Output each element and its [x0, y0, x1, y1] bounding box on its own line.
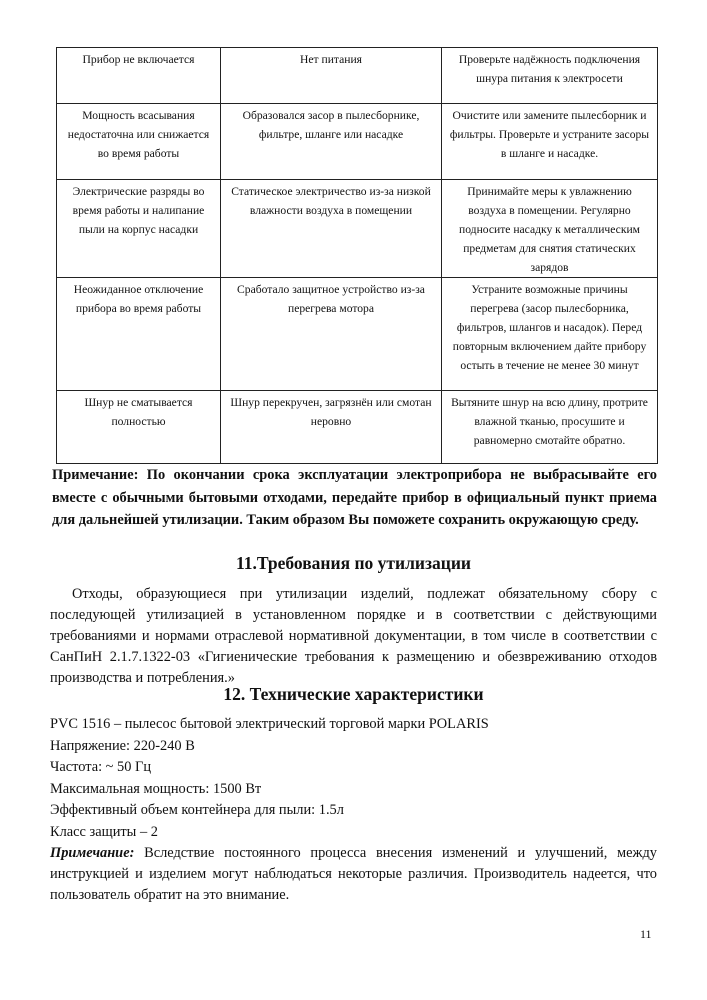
troubleshooting-table [56, 47, 658, 464]
spec-item: PVC 1516 – пылесос бытовой электрический торговой марки POLARIS [50, 716, 489, 732]
table-row [57, 180, 658, 278]
spec-item: Частота: ~ 50 Гц [50, 759, 152, 775]
spec-item: Максимальная мощность: 1500 Вт [50, 780, 262, 797]
spec-item: Напряжение: 220-240 В [50, 737, 195, 754]
spec-list [50, 714, 657, 843]
final-note-text: Вследствие постоянного процесса внесения изменений и улучшений, между инструкцией и изделием могут наблюдаться некоторые различия. Производитель надеется, что пользователь обратит на это внимание. [50, 845, 657, 903]
problem-cell: Электрические разряды во время работы и налипание пыли на корпус насадки [57, 180, 221, 278]
cause-cell: Образовался засор в пылесборнике, фильтре, шланге или насадке [221, 104, 442, 180]
disposal-note: Примечание: По окончании срока эксплуатации электроприбора не выбрасывайте его вместе с обычными бытовыми отходами, передайте прибор в официальный пункт приема для дальнейшей утилизации. Таким образом Вы поможете сохранить окружающую среду. [52, 467, 657, 528]
problem-cell: Неожиданное отключение прибора во время работы [57, 278, 221, 391]
solution-cell: Устраните возможные причины перегрева (засор пылесборника, фильтров, шлангов и насадок). Перед повторным включением дайте прибору остыть в течение не менее 30 минут [442, 278, 658, 391]
problem-cell: Прибор не включается [57, 48, 221, 104]
section-12-title: 12. Технические характеристики [223, 684, 484, 704]
spec-item: Класс защиты – 2 [50, 823, 158, 840]
solution-cell: Проверьте надёжность подключения шнура питания к электросети [442, 48, 658, 104]
problem-cell: Шнур не сматывается полностью [57, 391, 221, 464]
problem-cell: Мощность всасывания недостаточна или снижается во время работы [57, 104, 221, 180]
final-note [50, 843, 657, 906]
table-row [57, 278, 658, 391]
cause-cell: Нет питания [221, 48, 442, 104]
solution-cell: Очистите или замените пылесборник и фильтры. Проверьте и устраните засоры в шланге и насадке. [442, 104, 658, 180]
page-number: 11 [640, 927, 652, 941]
solution-cell: Вытяните шнур на всю длину, протрите влажной тканью, просушите и равномерно смотайте обратно. [442, 391, 658, 464]
table-row [57, 391, 658, 464]
solution-cell: Принимайте меры к увлажнению воздуха в помещении. Регулярно подносите насадку к металлическим предметам для снятия статических зарядов [442, 180, 658, 278]
cause-cell: Сработало защитное устройство из-за перегрева мотора [221, 278, 442, 391]
spec-item: Эффективный объем контейнера для пыли: 1.5л [50, 802, 344, 818]
table-row [57, 104, 658, 180]
section-11-title: 11.Требования по утилизации [235, 553, 472, 573]
cause-cell: Шнур перекручен, загрязнён или смотан неровно [221, 391, 442, 464]
table-row [57, 48, 658, 104]
section-11-text: Отходы, образующиеся при утилизации изделий, подлежат обязательному сбору с последующей утилизацией в установленном порядке и в соответствии с действующими требованиями и нормами отраслевой нормативной документации, в том числе в соответствии с СанПиН 2.1.7.1322-03 «Гигиенические требования к размещению и обезвреживанию отходов производства и потребления.» [50, 586, 657, 686]
cause-cell: Статическое электричество из-за низкой влажности воздуха в помещении [221, 180, 442, 278]
final-note-label: Примечание: [50, 845, 135, 861]
